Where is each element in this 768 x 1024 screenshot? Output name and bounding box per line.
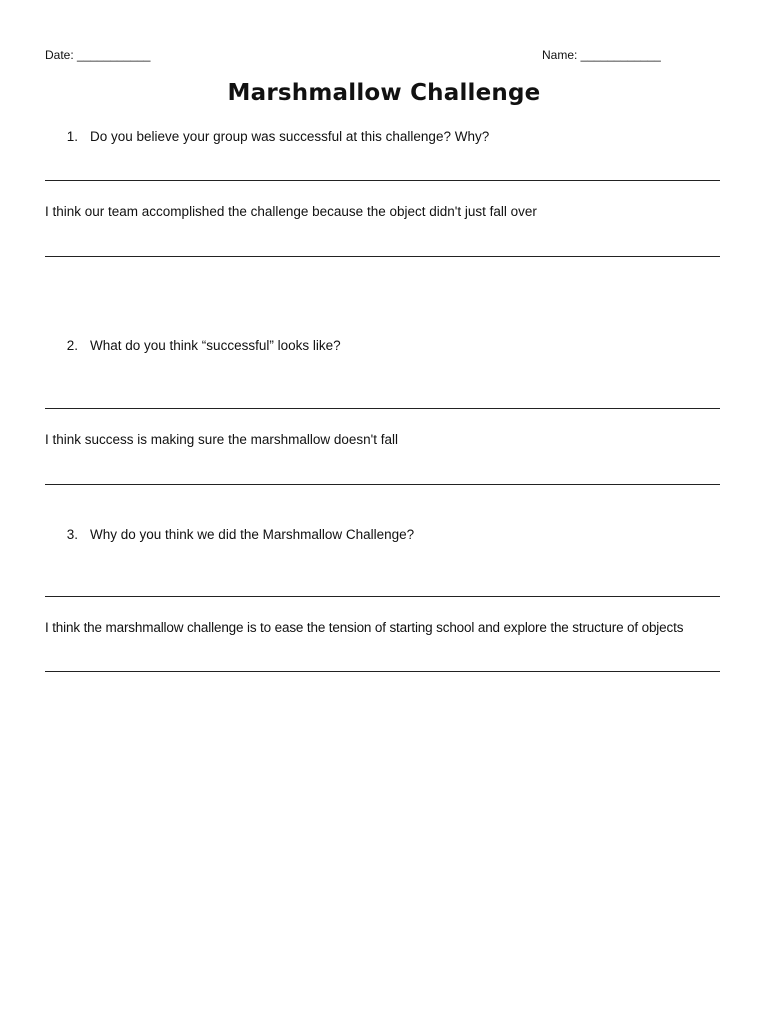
answer-3-text: I think the marshmallow challenge is to ease the tension of starting school and explore the structure of objects xyxy=(45,620,684,635)
answer-line xyxy=(45,484,720,485)
question-3-text: Why do you think we did the Marshmallow Challenge? xyxy=(90,527,415,542)
question-1-number: 1. xyxy=(66,129,78,144)
answer-line xyxy=(45,671,720,672)
question-2-number: 2. xyxy=(66,338,78,353)
question-3-number: 3. xyxy=(66,527,78,542)
name-label: Name: ____________ xyxy=(542,48,661,62)
answer-line xyxy=(45,256,720,257)
answer-line xyxy=(45,180,720,181)
answer-line xyxy=(45,408,720,409)
answer-1-text: I think our team accomplished the challenge because the object didn't just fall over xyxy=(45,204,537,219)
date-label: Date: ___________ xyxy=(45,48,151,62)
answer-line xyxy=(45,596,720,597)
answer-2-text: I think success is making sure the marshmallow doesn't fall xyxy=(45,432,398,447)
page-title: Marshmallow Challenge xyxy=(227,80,541,106)
question-1-text: Do you believe your group was successful at this challenge? Why? xyxy=(90,129,490,144)
question-2-text: What do you think “successful” looks like? xyxy=(90,338,341,353)
